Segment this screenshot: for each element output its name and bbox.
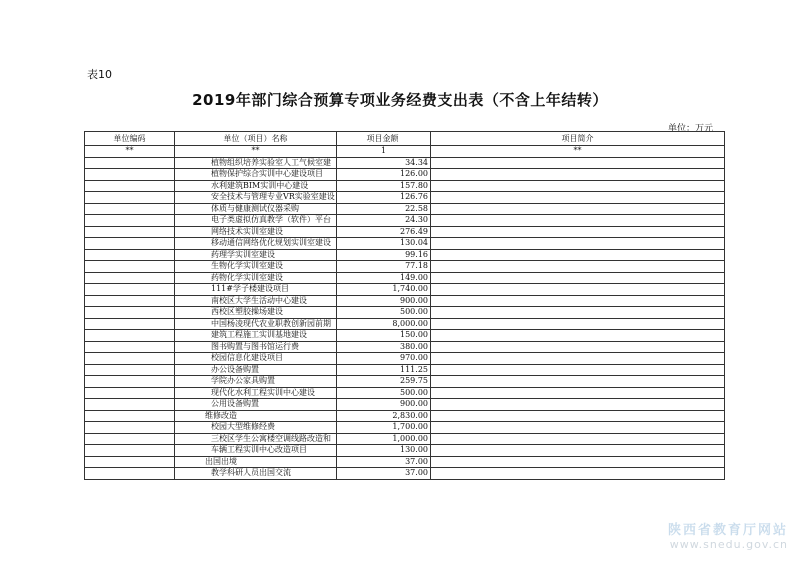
project-amount-cell: 149.00: [337, 272, 431, 284]
project-amount-cell: 1,700.00: [337, 422, 431, 434]
project-description-cell: [431, 410, 725, 422]
table-row: [85, 238, 725, 250]
project-name-cell: 111#学子楼建设项目: [175, 284, 337, 296]
unit-code-cell: [85, 468, 175, 480]
table-row: [85, 307, 725, 319]
project-name-cell: 南校区大学生活动中心建设: [175, 295, 337, 307]
unit-code-cell: [85, 433, 175, 445]
project-name-cell: 网络技术实训室建设: [175, 226, 337, 238]
unit-code-cell: [85, 445, 175, 457]
project-description-cell: [431, 387, 725, 399]
table-row: [85, 468, 725, 480]
table-row: [85, 295, 725, 307]
code-cell: 1: [337, 146, 431, 158]
project-name-cell: 出国出境: [175, 456, 337, 468]
unit-code-cell: [85, 169, 175, 181]
unit-code-cell: [85, 376, 175, 388]
project-description-cell: [431, 169, 725, 181]
project-amount-cell: 8,000.00: [337, 318, 431, 330]
table-row: [85, 376, 725, 388]
project-name-cell: 学院办公家具购置: [175, 376, 337, 388]
code-cell: **: [175, 146, 337, 158]
column-header-amount: 项目金额: [337, 132, 431, 146]
unit-code-cell: [85, 353, 175, 365]
project-name-cell: 办公设备购置: [175, 364, 337, 376]
project-description-cell: [431, 215, 725, 227]
project-amount-cell: 500.00: [337, 387, 431, 399]
watermark-url: www.snedu.gov.cn: [669, 538, 788, 551]
project-amount-cell: 380.00: [337, 341, 431, 353]
project-amount-cell: 970.00: [337, 353, 431, 365]
project-amount-cell: 37.00: [337, 456, 431, 468]
project-description-cell: [431, 364, 725, 376]
table-row: [85, 180, 725, 192]
project-name-cell: 药物化学实训室建设: [175, 272, 337, 284]
project-name-cell: 图书购置与图书馆运行费: [175, 341, 337, 353]
unit-code-cell: [85, 215, 175, 227]
project-name-cell: 植物组织培养实验室人工气候室建: [175, 157, 337, 169]
project-description-cell: [431, 353, 725, 365]
project-amount-cell: 900.00: [337, 399, 431, 411]
table-row: [85, 387, 725, 399]
project-name-cell: 生物化学实训室建设: [175, 261, 337, 273]
table-row: [85, 284, 725, 296]
project-amount-cell: 1,740.00: [337, 284, 431, 296]
project-amount-cell: 111.25: [337, 364, 431, 376]
project-amount-cell: 130.04: [337, 238, 431, 250]
project-amount-cell: 276.49: [337, 226, 431, 238]
project-amount-cell: 157.80: [337, 180, 431, 192]
project-description-cell: [431, 226, 725, 238]
project-amount-cell: 126.00: [337, 169, 431, 181]
project-amount-cell: 1,000.00: [337, 433, 431, 445]
code-cell: **: [85, 146, 175, 158]
unit-code-cell: [85, 330, 175, 342]
project-name-cell: 教学科研人员出国交流: [175, 468, 337, 480]
project-name-cell: 三校区学生公寓楼空调线路改造和: [175, 433, 337, 445]
unit-code-cell: [85, 318, 175, 330]
project-name-cell: 安全技术与管理专业VR实验室建设: [175, 192, 337, 204]
unit-code-cell: [85, 261, 175, 273]
table-row: [85, 169, 725, 181]
project-amount-cell: 126.76: [337, 192, 431, 204]
project-name-cell: 维修改造: [175, 410, 337, 422]
code-cell: **: [431, 146, 725, 158]
project-amount-cell: 900.00: [337, 295, 431, 307]
project-description-cell: [431, 422, 725, 434]
project-description-cell: [431, 341, 725, 353]
project-name-cell: 体质与健康测试仪器采购: [175, 203, 337, 215]
project-amount-cell: 500.00: [337, 307, 431, 319]
project-amount-cell: 2,830.00: [337, 410, 431, 422]
table-row: [85, 456, 725, 468]
table-header-row: [85, 132, 725, 146]
project-amount-cell: 130.00: [337, 445, 431, 457]
unit-code-cell: [85, 364, 175, 376]
project-name-cell: 校园大型维修经费: [175, 422, 337, 434]
table-row: [85, 203, 725, 215]
project-name-cell: 水利建筑BIM实训中心建设: [175, 180, 337, 192]
project-description-cell: [431, 330, 725, 342]
unit-code-cell: [85, 341, 175, 353]
project-description-cell: [431, 249, 725, 261]
project-name-cell: 西校区塑胶操场建设: [175, 307, 337, 319]
project-description-cell: [431, 261, 725, 273]
watermark-site-name: 陕西省教育厅网站: [667, 523, 788, 538]
unit-code-cell: [85, 203, 175, 215]
project-description-cell: [431, 399, 725, 411]
unit-code-cell: [85, 295, 175, 307]
project-amount-cell: 34.34: [337, 157, 431, 169]
table-row: [85, 157, 725, 169]
project-description-cell: [431, 433, 725, 445]
page-title: 2019年部门综合预算专项业务经费支出表（不含上年结转）: [192, 91, 608, 109]
project-description-cell: [431, 318, 725, 330]
project-description-cell: [431, 238, 725, 250]
unit-code-cell: [85, 157, 175, 169]
watermark: [668, 519, 788, 551]
project-name-cell: 建筑工程施工实训基地建设: [175, 330, 337, 342]
unit-note: 单位：万元: [668, 124, 714, 134]
unit-code-cell: [85, 307, 175, 319]
table-row: [85, 330, 725, 342]
project-amount-cell: 77.18: [337, 261, 431, 273]
unit-code-cell: [85, 284, 175, 296]
project-description-cell: [431, 272, 725, 284]
table-row: [85, 422, 725, 434]
unit-code-cell: [85, 180, 175, 192]
table-row: [85, 226, 725, 238]
project-amount-cell: 22.58: [337, 203, 431, 215]
project-name-cell: 公用设备购置: [175, 399, 337, 411]
project-name-cell: 现代化水利工程实训中心建设: [175, 387, 337, 399]
table-row: [85, 261, 725, 273]
project-description-cell: [431, 295, 725, 307]
project-amount-cell: 99.16: [337, 249, 431, 261]
project-amount-cell: 150.00: [337, 330, 431, 342]
project-amount-cell: 24.30: [337, 215, 431, 227]
project-description-cell: [431, 376, 725, 388]
project-description-cell: [431, 284, 725, 296]
project-description-cell: [431, 445, 725, 457]
unit-code-cell: [85, 238, 175, 250]
unit-code-cell: [85, 272, 175, 284]
budget-table: [84, 131, 725, 480]
project-description-cell: [431, 468, 725, 480]
project-name-cell: 药理学实训室建设: [175, 249, 337, 261]
project-name-cell: 校园信息化建设项目: [175, 353, 337, 365]
table-row: [85, 410, 725, 422]
project-name-cell: 移动通信网络优化规划实训室建设: [175, 238, 337, 250]
unit-code-cell: [85, 399, 175, 411]
table-number-label: 表10: [87, 68, 112, 81]
project-description-cell: [431, 192, 725, 204]
unit-code-cell: [85, 192, 175, 204]
project-amount-cell: 259.75: [337, 376, 431, 388]
table-row: [85, 272, 725, 284]
project-description-cell: [431, 307, 725, 319]
unit-code-cell: [85, 422, 175, 434]
table-row: [85, 215, 725, 227]
project-name-cell: 电子类虚拟仿真教学（软件）平台: [175, 215, 337, 227]
column-header-description: 项目简介: [431, 132, 725, 146]
table-row: [85, 249, 725, 261]
project-amount-cell: 37.00: [337, 468, 431, 480]
project-name-cell: 车辆工程实训中心改造项目: [175, 445, 337, 457]
table-row: [85, 399, 725, 411]
project-description-cell: [431, 180, 725, 192]
table-row: [85, 445, 725, 457]
project-description-cell: [431, 157, 725, 169]
unit-code-cell: [85, 226, 175, 238]
column-header-unit-code: 单位编码: [85, 132, 175, 146]
column-header-unit-name: 单位（项目）名称: [175, 132, 337, 146]
table-row: [85, 192, 725, 204]
unit-code-cell: [85, 387, 175, 399]
project-name-cell: 植物保护综合实训中心建设项目: [175, 169, 337, 181]
unit-code-cell: [85, 410, 175, 422]
table-row: [85, 341, 725, 353]
project-description-cell: [431, 456, 725, 468]
table-row: [85, 433, 725, 445]
table-row: [85, 318, 725, 330]
table-row: [85, 364, 725, 376]
unit-code-cell: [85, 456, 175, 468]
column-code-row: [85, 146, 725, 158]
unit-code-cell: [85, 249, 175, 261]
table-row: [85, 353, 725, 365]
project-name-cell: 中国杨凌现代农业职教创新园前期: [175, 318, 337, 330]
project-description-cell: [431, 203, 725, 215]
